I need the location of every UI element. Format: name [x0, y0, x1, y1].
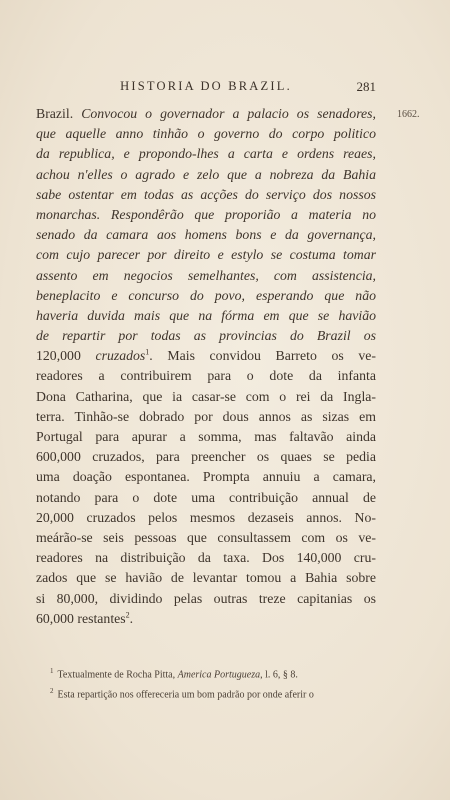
footnote-text: America Portugueza	[177, 669, 261, 681]
text-line	[36, 245, 376, 265]
text-line	[36, 144, 376, 164]
footnote-mark: 1	[50, 667, 54, 675]
running-title: HISTORIA DO BRAZIL.	[120, 79, 292, 93]
text-line	[36, 467, 376, 487]
text-segment: readores a contribuirem para o dote da infanta	[36, 368, 376, 384]
text-line	[36, 306, 376, 326]
margin-year-note: 1662.	[397, 109, 420, 120]
text-segment: cruzados	[95, 348, 146, 364]
text-line	[36, 205, 376, 225]
text-segment: da republica, e propondo-lhes a carta e ordens reaes,	[36, 146, 376, 162]
text-segment: meárão-se seis pessoas que consultassem com os ve-	[36, 529, 376, 545]
text-segment: 20,000 cruzados pelos mesmos dezaseis annos. No-	[36, 509, 376, 525]
text-segment: assento em negocios semelhantes, com assistencia,	[36, 267, 376, 283]
text-segment: zados que se havião de levantar tomou a Bahia sobre	[36, 570, 376, 586]
text-line	[36, 346, 376, 366]
text-segment: si 80,000, dividindo pelas outras treze capitanias os	[36, 590, 376, 606]
text-line	[36, 326, 376, 346]
body-text	[36, 104, 376, 629]
text-segment: Brazil.	[36, 106, 82, 121]
footnote-reference: 2	[125, 610, 130, 620]
text-segment: . Mais convidou Barreto os ve-	[149, 348, 376, 364]
text-line	[36, 528, 376, 548]
text-segment: .	[129, 610, 134, 626]
text-segment: 60,000 restantes	[36, 610, 126, 626]
text-segment: senado da camara aos homens bons e da governança,	[36, 227, 376, 243]
footnote-text: Textualmente de Rocha Pitta,	[57, 669, 178, 681]
text-line	[36, 185, 376, 205]
text-segment: de repartir por todas as provincias do Brazil os	[36, 328, 376, 344]
page-number: 281	[356, 79, 376, 94]
text-segment: com cujo parecer por direito e estylo se costuma tomar	[36, 247, 376, 263]
text-line	[36, 568, 376, 588]
running-header	[36, 79, 376, 97]
text-line	[36, 286, 376, 306]
text-line	[36, 427, 376, 447]
text-line	[36, 124, 376, 144]
text-segment: Convocou o governador a palacio os senadores,	[81, 106, 376, 121]
text-segment: Dona Catharina, que ia casar-se com o rei da Ingla-	[36, 388, 376, 404]
text-segment: notando para o dote uma contribuição annual de	[36, 489, 376, 505]
text-line	[36, 488, 376, 508]
footnote	[50, 683, 376, 703]
footnote-reference: 1	[145, 347, 150, 357]
text-line	[36, 387, 376, 407]
text-segment: monarchas. Respondêrão que proporião a materia no	[36, 206, 376, 222]
text-segment: beneplacito e concurso do povo, esperando que não	[36, 287, 376, 303]
text-segment: que aquelle anno tinhão o governo do corpo politico	[36, 126, 376, 142]
text-line	[36, 165, 376, 185]
text-line	[36, 508, 376, 528]
text-segment: readores na distribuição da taxa. Dos 140,000 cru-	[36, 550, 376, 566]
text-line	[36, 609, 376, 629]
footnotes	[50, 663, 376, 704]
footnote-text: , l. 6, § 8.	[260, 669, 298, 681]
footnote-text: Esta repartição nos offereceria um bom padrão por onde aferir o	[57, 689, 314, 701]
text-segment: uma doação espontanea. Prompta annuiu a camara,	[36, 469, 376, 485]
text-segment: achou n'elles o agrado e zelo que a nobreza da Bahia	[36, 166, 376, 182]
text-segment: 120,000	[36, 348, 96, 364]
text-segment: haveria duvida mais que na fórma em que se havião	[36, 307, 376, 323]
text-line	[36, 407, 376, 427]
text-line	[36, 447, 376, 467]
text-line	[36, 104, 376, 124]
text-segment: 600,000 cruzados, para preencher os quaes se pedia	[36, 449, 376, 465]
text-line	[36, 589, 376, 609]
text-line	[36, 548, 376, 568]
text-line	[36, 225, 376, 245]
text-segment: terra. Tinhão-se dobrado por dous annos as sizas em	[36, 408, 376, 424]
footnote-mark: 2	[50, 687, 54, 696]
text-segment: sabe ostentar em todas as acções do serviço dos nossos	[36, 186, 376, 202]
text-segment: Portugal para apurar a somma, mas faltavão ainda	[36, 429, 376, 444]
text-line	[36, 366, 376, 386]
text-line	[36, 266, 376, 286]
footnote	[50, 663, 376, 683]
